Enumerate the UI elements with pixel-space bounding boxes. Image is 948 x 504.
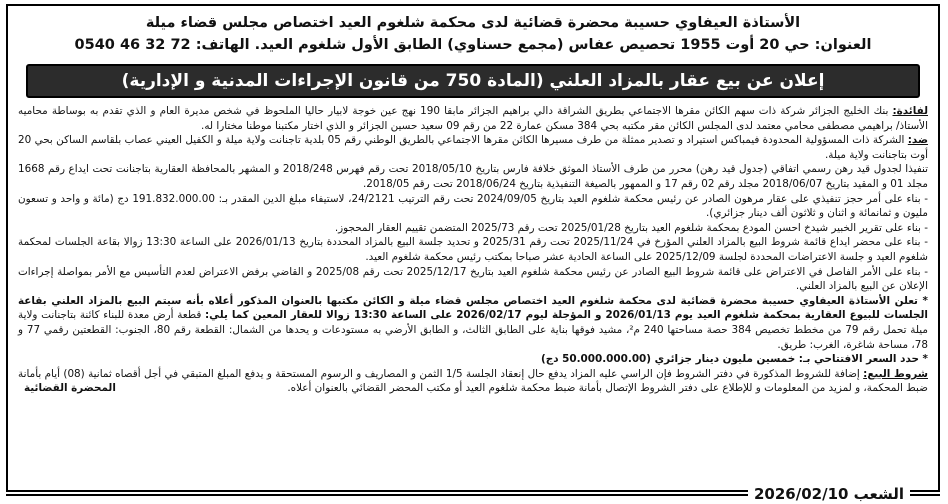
seizure-order-paragraph: - بناء على أمر حجز تنفيذي على عقار مرهون الصادر عن رئيس محكمة شلغوم العيد بتاريخ 2024/09/05 تحت رقم الترتيب 24/2121، لاستيفاء مبلغ الدين المقدر بـ: 191.832.000.00 دج (مائة و واحد و تسعون مليون و ثمانمائة و اثنان و ثلاثون ألف دينار جزائري). <box>18 192 928 220</box>
auction-announcement-text: * تعلن الأستاذة العيفاوي حسيبة محضرة قضائية لدى محكمة شلغوم العيد اختصاص مجلس قضاء ميلة و الكائن مكتبها بالعنوان المذكور أعلاه بأنه سيتم البيع بالمزاد العلني بقاعة الجلسات للبيوع العقارية بمحكمة شلغوم العيد يوم 2026/01/13 و المؤجلة ليوم 2026/02/17 على الساعة 13:30 زوالا للعقار المعين كما يلي: <box>18 294 928 322</box>
mortgage-paragraph: تنفيذا لجدول قيد رهن رسمي اتفاقي (جدول قيد رهن) محرر من طرف الأستاذ الموثق خلافة فارس بتاريخ 2018/05/10 تحت رقم فهرس 2018/248 و المشهر بالمحافظة العقارية بتاجنانت تحت ايداع رقم 1668 مجلد 01 و المقيد بتاريخ 2018/06/07 مجلد رقم 02 رقم 17 و الممهور بالصيغة التنفيذية بتاريخ 2018/06/24 تحت رقم 2018/05. <box>18 163 929 190</box>
bailiff-name-line: الأستاذة العيفاوي حسيبة محضرة قضائية لدى محكمة شلغوم العيد اختصاص مجلس قضاء ميلة <box>145 15 801 31</box>
debtor-paragraph <box>18 133 928 162</box>
debtor-text: الشركة ذات المسؤولية المحدودة فيمباكس استيراد و تصدير ممثلة من طرف مسيرها الكائن مقرها الاجتماعي بالطريق الوطني رقم 05 بلدية تاجنانت ولاية ميلة و الكفيل العيني عصاب بلقاسم الساكن بحي 20 أوت بتاجنانت ولاية ميلة. <box>18 134 928 161</box>
creditor-text: بنك الخليج الجزائر شركة ذات سهم الكائن مقرها الاجتماعي بطريق الشراقة دالي براهيم الجزائر مابقا 190 نهج عين خوجة لابيار حاليا الملحوظ في شخص مديرة العام و الذي تقدم به بوساطة محاميه الأستاذ/ براهيمي مصطفى محامي معتمد لدى المجلس الكائن مقر مكتبه بحي 384 مسكن عمارة 22 من رقم 09 سعيد حسين الجزائر و الذي اختار مكتبنا موطنا مختارا له. <box>18 105 928 132</box>
sale-conditions-text: إضافة للشروط المذكورة في دفتر الشروط فإن الراسي عليه المزاد يدفع حال إنعقاد الجلسة 1/5 الثمن و المصاريف و الرسوم المستحقة و يدفع المبلغ المتبقي في أجل أقصاه ثمانية (08) أيام بأمانة ضبط المحكمة، و لمزيد من المعلومات و للإطلاع على دفتر الشروط الإتصال بأمانة ضبط محكمة شلغوم العيد أو مكتب المحضر القضائي بالعنوان أعلاه. <box>18 367 928 395</box>
signature: المحضرة القضائية <box>24 382 116 395</box>
creditor-label: لفائدة: <box>892 105 928 117</box>
publication-date: الشعب 2026/02/10 <box>748 485 910 503</box>
debtor-label: ضد: <box>907 134 928 147</box>
legal-notice <box>6 4 940 492</box>
sale-conditions-paragraph <box>18 367 928 396</box>
objection-ruling-paragraph: - بناء على الأمر الفاصل في الاعتراض على قائمة شروط البيع الصادر عن رئيس محكمة شلغوم العيد بتاريخ 2025/12/17 تحت رقم 2025/08 و القاضي برفض الاعتراض لعدم التأسيس مع الأمر بمواصلة إجراءات الإعلان عن البيع بالمزاد العلني. <box>18 265 928 293</box>
bailiff-address-line: العنوان: حي 20 أوت 1955 تحصيص عفاس (مجمع حسناوي) الطابق الأول شلغوم العيد. الهاتف: 72 32 46 0540 <box>74 37 872 53</box>
expert-report-paragraph: - بناء على تقرير الخبير شيدخ احسن المودع بمحكمة شلغوم العيد بتاريخ 2025/01/28 تحت رقم 2025/73 المتضمن تقييم العقار المحجوز. <box>334 221 928 234</box>
notice-title: إعلان عن بيع عقار بالمزاد العلني (المادة 750 من قانون الإجراءات المدنية و الإدارية) <box>121 71 825 91</box>
creditor-paragraph <box>18 104 928 133</box>
sale-conditions-label: شروط البيع: <box>863 367 928 380</box>
notice-body <box>8 104 938 396</box>
opening-price-paragraph: * حدد السعر الافتتاحي بـ: خمسين مليون دينار جزائري (50.000.000.00 دج) <box>540 353 928 366</box>
conditions-deposit-paragraph: - بناء على محضر ايداع قائمة شروط البيع بالمزاد العلني المؤرخ في 2025/11/24 تحت رقم 2025/31 و تحديد جلسة البيع بالمزاد المحددة بتاريخ 2026/01/13 على الساعة 13:30 زوالا بقاعة الجلسات لمحكمة شلغوم العيد و جلسة الاعتراضات المحددة لجلسة 2025/12/09 على الساعة الحادية عشر صباحا بمكتب رئيس محكمة شلغوم العيد. <box>18 236 928 263</box>
notice-title-banner <box>26 64 920 98</box>
auction-announcement-paragraph <box>18 294 928 352</box>
property-description: قطعة أرض معدة للبناء كائنة بتاجنانت ولاية ميلة تحمل رقم 79 من مخطط تخصيص 384 حصة مساحتها 240 م²، مشيد فوقها بناية على الطابق الثالث، و الطابق الأرضي به مستودعات و يحدها من الشمال: القطعة رقم 80، الجنوب: القطعتين رقمي 77 و 78، مساحة شاغرة، الغرب: طريق. <box>18 309 928 351</box>
publication-footer <box>6 484 940 504</box>
